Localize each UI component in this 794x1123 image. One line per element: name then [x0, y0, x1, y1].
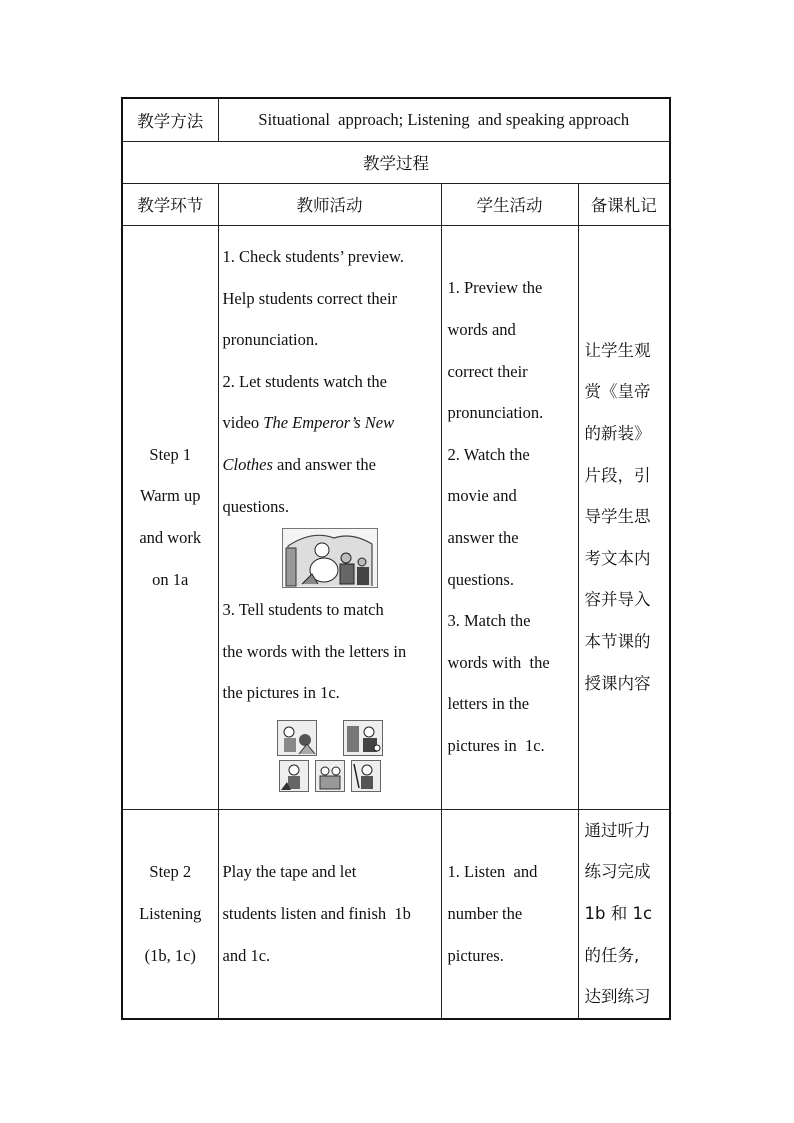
- column-header-student: 学生活动: [441, 183, 578, 225]
- student-line: correct their: [447, 361, 528, 381]
- teacher-line: the words with the letters in: [222, 641, 407, 661]
- column-header-row: [122, 183, 670, 225]
- step1-stage-line: Warm up: [139, 486, 201, 506]
- methods-row: [122, 98, 670, 141]
- picture-e-icon: [351, 760, 381, 792]
- step2-stage-line: Step 2: [149, 862, 192, 882]
- note-line: 的新装》: [584, 424, 651, 444]
- student-line: 1. Preview the: [447, 278, 543, 298]
- student-line: movie and: [447, 486, 517, 506]
- step1-row: [122, 225, 670, 809]
- teacher-line: Play the tape and let: [222, 862, 357, 882]
- teacher-line: students listen and finish 1b: [222, 903, 411, 923]
- step1-stage-line: on 1a: [152, 569, 189, 589]
- note-line: 容并导入: [584, 590, 651, 610]
- video-prefix: video: [222, 413, 264, 433]
- student-line: pictures in 1c.: [447, 735, 545, 755]
- teacher-line-video-2: [223, 444, 437, 486]
- column-header-stage: 教学环节: [122, 183, 218, 225]
- student-line: questions.: [447, 569, 514, 589]
- note-line: 通过听力: [584, 820, 651, 840]
- methods-value: Situational approach; Listening and speaking approach: [218, 98, 670, 141]
- step2-notes: [578, 809, 670, 1019]
- note-line: 考文本内: [584, 548, 651, 568]
- column-header-notes: 备课札记: [578, 183, 670, 225]
- video-title-2: Clothes: [222, 455, 273, 474]
- step1-notes: [578, 225, 670, 809]
- picture-c-icon: [279, 760, 309, 792]
- note-line: 让学生观: [584, 340, 651, 360]
- note-line: 授课内容: [584, 673, 651, 693]
- note-line: 达到练习: [584, 987, 651, 1007]
- step2-teacher-activity: [218, 809, 441, 1019]
- teacher-line: questions.: [222, 496, 289, 516]
- picture-a-icon: [277, 720, 317, 756]
- matching-pictures-row-2: [279, 760, 381, 792]
- teacher-line: 2. Let students watch the: [222, 371, 388, 391]
- step2-row: [122, 809, 670, 1019]
- teacher-line: 3. Tell students to match: [222, 600, 384, 620]
- step1-stage-line: Step 1: [149, 444, 192, 464]
- note-line: 导学生思: [584, 507, 651, 527]
- step2-student-activity: [441, 809, 578, 1019]
- student-line: 2. Watch the: [447, 444, 530, 464]
- student-line: words and: [447, 320, 516, 340]
- teacher-line: 1. Check students’ preview.: [222, 247, 404, 267]
- step2-stage-line: Listening: [139, 903, 202, 923]
- teacher-line: Help students correct their: [222, 288, 398, 308]
- student-line: letters in the: [447, 694, 530, 714]
- video-suffix: and answer the: [272, 455, 377, 474]
- picture-d-icon: [315, 760, 345, 792]
- student-line: number the: [447, 903, 523, 923]
- methods-label: 教学方法: [122, 98, 218, 141]
- teacher-line: and 1c.: [222, 945, 271, 965]
- teacher-line: the pictures in 1c.: [222, 683, 340, 703]
- note-line: 赏《皇帝: [584, 382, 651, 402]
- student-line: 3. Match the: [447, 611, 531, 631]
- step1-student-activity: [441, 225, 578, 809]
- note-line: 本节课的: [584, 631, 651, 651]
- note-line: 片段，引: [584, 465, 651, 485]
- matching-pictures: [223, 714, 437, 798]
- step1-stage: [122, 225, 218, 809]
- video-title: The Emperor’s New: [263, 413, 395, 433]
- picture-b-icon: [343, 720, 383, 756]
- student-line: pronunciation.: [447, 403, 544, 423]
- student-line: pictures.: [447, 945, 504, 965]
- note-line: 1b 和 1c: [584, 903, 653, 923]
- student-line: words with the: [447, 652, 550, 672]
- step1-teacher-activity: [218, 225, 441, 809]
- emperor-illustration: [223, 527, 437, 589]
- step1-stage-line: and work: [139, 528, 202, 547]
- process-header-row: [122, 141, 670, 183]
- step2-stage: [122, 809, 218, 1019]
- teacher-line-video: [223, 402, 437, 444]
- note-line: 练习完成: [584, 862, 651, 882]
- matching-pictures-row-1: [277, 720, 383, 756]
- lesson-plan-table: [121, 97, 671, 1020]
- step2-stage-line: (1b, 1c): [144, 945, 196, 965]
- emperor-picture-icon: [282, 528, 378, 588]
- column-header-teacher: 教师活动: [218, 183, 441, 225]
- student-line: 1. Listen and: [447, 862, 538, 882]
- student-line: answer the: [447, 528, 519, 547]
- note-line: 的任务,: [584, 945, 640, 965]
- process-header: 教学过程: [122, 141, 670, 183]
- teacher-line: pronunciation.: [222, 330, 319, 350]
